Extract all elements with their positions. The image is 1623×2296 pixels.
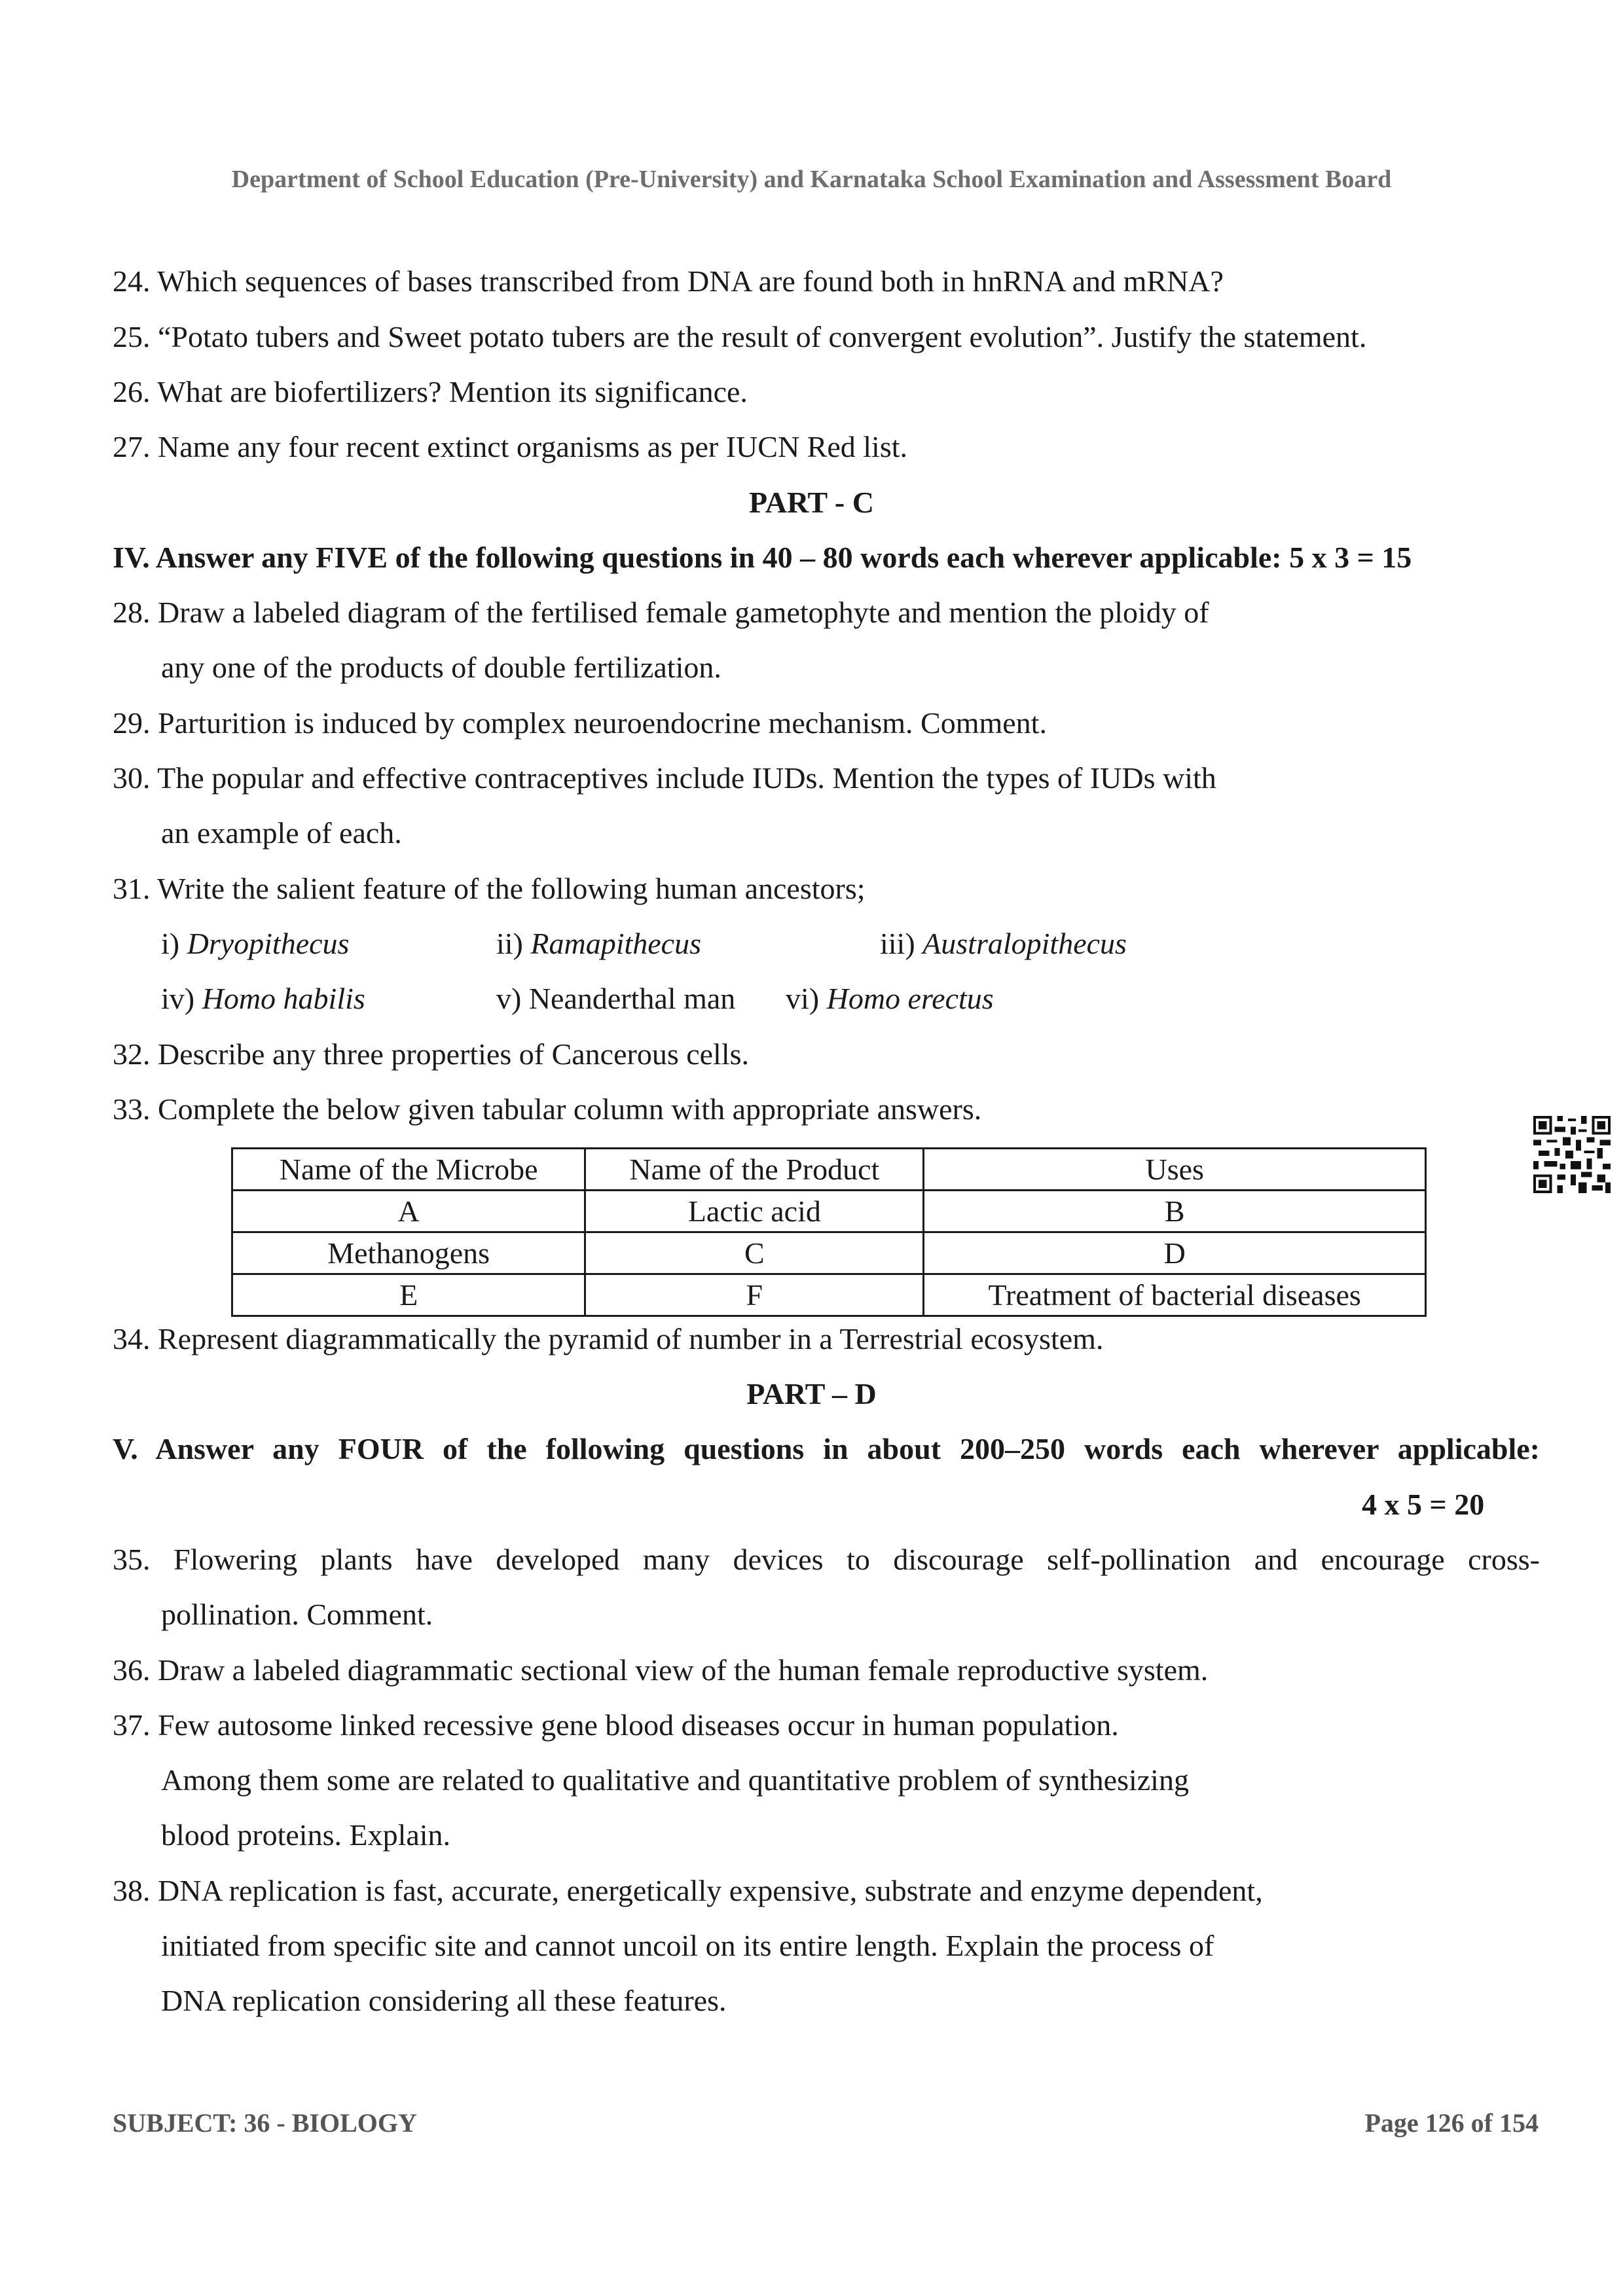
- table-cell: Treatment of bacterial diseases: [924, 1274, 1426, 1316]
- microbe-table: [231, 1147, 1427, 1317]
- section-v-instructions: V. Answer any FOUR of the following questions in about 200–250 words each wherever applicable:: [113, 1432, 1540, 1465]
- footer-subject: SUBJECT: 36 - BIOLOGY: [113, 2108, 417, 2138]
- table-cell: Methanogens: [232, 1232, 585, 1274]
- part-d-heading: PART – D: [746, 1377, 877, 1410]
- table-cell: A: [232, 1191, 585, 1232]
- table-cell: B: [924, 1191, 1426, 1232]
- qr-code: [1533, 1116, 1611, 1193]
- section-v-marks: 4 x 5 = 20: [1362, 1488, 1485, 1521]
- question-32: 32. Describe any three properties of Cancerous cells.: [113, 1037, 750, 1071]
- question-37-continued: blood proteins. Explain.: [161, 1818, 451, 1852]
- question-34: 34. Represent diagrammatically the pyramid of number in a Terrestrial ecosystem.: [113, 1322, 1104, 1355]
- question-31: 31. Write the salient feature of the following human ancestors;: [113, 872, 866, 905]
- question-35: 35. Flowering plants have developed many devices to discourage self-pollination and encourage cross-: [113, 1543, 1540, 1576]
- table-row: [232, 1191, 1426, 1232]
- question-29: 29. Parturition is induced by complex neuroendocrine mechanism. Comment.: [113, 706, 1047, 740]
- question-35-continued: pollination. Comment.: [161, 1598, 433, 1631]
- table-cell: D: [924, 1232, 1426, 1274]
- question-28-continued: any one of the products of double fertilization.: [161, 651, 721, 684]
- table-header-cell: Name of the Microbe: [232, 1149, 585, 1191]
- ancestor-option-i: i) Dryopithecus: [161, 927, 350, 960]
- table-cell: F: [585, 1274, 924, 1316]
- question-38-continued: DNA replication considering all these features.: [161, 1984, 727, 2017]
- table-cell: Lactic acid: [585, 1191, 924, 1232]
- page-header: Department of School Education (Pre-University) and Karnataka School Examination and Assessment Board: [231, 166, 1392, 193]
- question-28: 28. Draw a labeled diagram of the fertilised female gametophyte and mention the ploidy of: [113, 596, 1209, 629]
- question-38-continued: initiated from specific site and cannot uncoil on its entire length. Explain the process of: [161, 1929, 1214, 1962]
- question-38: 38. DNA replication is fast, accurate, energetically expensive, substrate and enzyme dependent,: [113, 1874, 1263, 1907]
- question-24: 24. Which sequences of bases transcribed from DNA are found both in hnRNA and mRNA?: [113, 264, 1224, 298]
- question-25: 25. “Potato tubers and Sweet potato tubers are the result of convergent evolution”. Justify the statement.: [113, 320, 1367, 353]
- question-33: 33. Complete the below given tabular column with appropriate answers.: [113, 1092, 982, 1126]
- table-cell: E: [232, 1274, 585, 1316]
- question-37-continued: Among them some are related to qualitative and quantitative problem of synthesizing: [161, 1763, 1189, 1797]
- part-c-heading: PART - C: [749, 486, 874, 519]
- question-30-continued: an example of each.: [161, 816, 402, 850]
- question-27: 27. Name any four recent extinct organisms as per IUCN Red list.: [113, 430, 908, 463]
- ancestor-option-iv: iv) Homo habilis: [161, 982, 365, 1015]
- section-iv-instructions: IV. Answer any FIVE of the following questions in 40 – 80 words each wherever applicable: 5 x 3 = 15: [113, 541, 1412, 574]
- question-26: 26. What are biofertilizers? Mention its significance.: [113, 375, 748, 408]
- question-36: 36. Draw a labeled diagrammatic sectional view of the human female reproductive system.: [113, 1653, 1209, 1687]
- table-header-cell: Name of the Product: [585, 1149, 924, 1191]
- table-row: [232, 1274, 1426, 1316]
- table-header-cell: Uses: [924, 1149, 1426, 1191]
- ancestor-option-vi: vi) Homo erectus: [786, 982, 994, 1015]
- table-header-row: [232, 1149, 1426, 1191]
- table-cell: C: [585, 1232, 924, 1274]
- footer-page-number: Page 126 of 154: [1364, 2108, 1539, 2138]
- table-row: [232, 1232, 1426, 1274]
- ancestor-option-v: v) Neanderthal man: [496, 982, 736, 1015]
- ancestor-option-ii: ii) Ramapithecus: [496, 927, 702, 960]
- ancestor-option-iii: iii) Australopithecus: [880, 927, 1127, 960]
- question-30: 30. The popular and effective contraceptives include IUDs. Mention the types of IUDs with: [113, 761, 1216, 795]
- question-37: 37. Few autosome linked recessive gene blood diseases occur in human population.: [113, 1708, 1119, 1742]
